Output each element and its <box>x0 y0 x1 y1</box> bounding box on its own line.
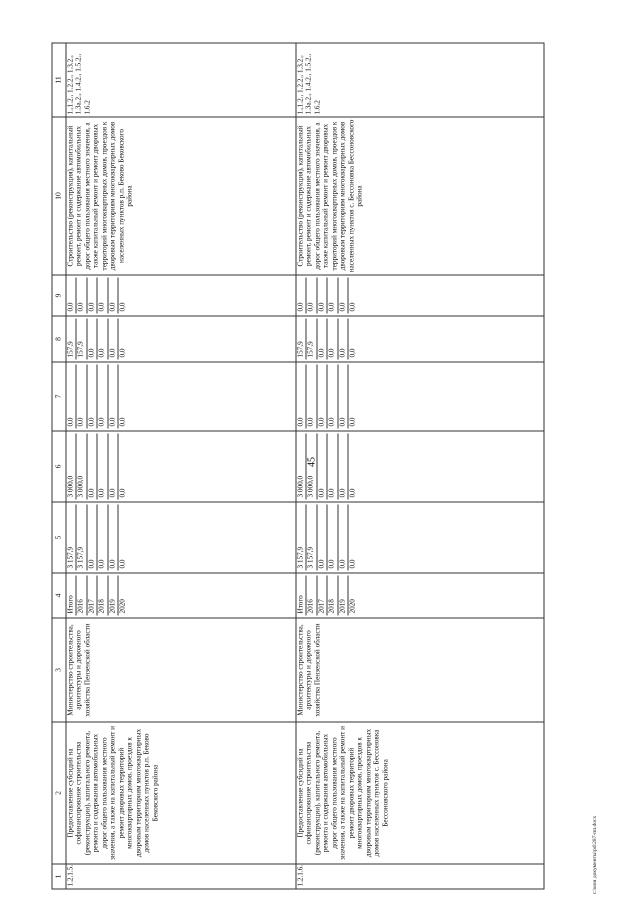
value-cell: 157,9 <box>76 319 86 360</box>
executor: Министерство строительства, архитектуры и дорожного хозяйства Пензенской области <box>66 618 296 722</box>
value-cell: 0,0 <box>86 505 96 571</box>
value-cell: 0,0 <box>117 488 126 498</box>
indicator-numbers: 1.,1.2., 1.2.2., 1.3.2., 1.3а.2., 1.4.2., 1.5.2., 1.6.2 <box>296 43 544 117</box>
value-cell: 0,0 <box>66 278 76 314</box>
file-path-footer: c:\мои документы\pd\287-пп.docx <box>592 815 598 895</box>
years-list <box>66 576 127 616</box>
value-cell: 0,0 <box>97 505 107 571</box>
value-cell: 0,0 <box>327 365 337 429</box>
header-cell: 7 <box>52 362 66 431</box>
value-cell: 0,0 <box>86 319 96 360</box>
value-cell: 0,0 <box>337 319 347 360</box>
value-cell: 3 157,9 <box>66 505 76 571</box>
value-cell: 0,0 <box>316 505 326 571</box>
value-cell: 157,9 <box>66 319 76 360</box>
value-cell: 0,0 <box>117 559 126 569</box>
total-funding-values <box>66 505 127 571</box>
value-cell: 0,0 <box>327 434 337 500</box>
value-cell: 0,0 <box>327 319 337 360</box>
value-cell: 3 157,9 <box>296 505 306 571</box>
value-cell: 0,0 <box>306 365 316 429</box>
value-cell: 0,0 <box>347 417 356 427</box>
value-cell: 0,0 <box>347 559 356 569</box>
value-cell: 0,0 <box>97 365 107 429</box>
measure-description: Предоставление субсидий на софинансирование строительства (реконструкции), капитального ремонта, ремонта и содержания автомобильных дорог общего пользования местного значения, а также на капитальный ремонт и ремонт дворовых территорий многоквартирных домов, проездов к дворовым территориям многоквартирных домов населенных пунктов р.п. Беково Бековского района <box>66 722 296 864</box>
row-number: 1.2.1.6. <box>296 864 544 889</box>
value-cell: 0,0 <box>86 365 96 429</box>
value-cell: 3 000,0 <box>76 434 86 500</box>
column-number-header-row <box>52 43 66 889</box>
value-cell: 0,0 <box>306 278 316 314</box>
program-measures-table <box>51 43 544 890</box>
value-cell: 0,0 <box>97 434 107 500</box>
year-cell: 2019 <box>107 576 117 616</box>
value-cell: 0,0 <box>66 365 76 429</box>
header-cell: 5 <box>52 502 66 573</box>
year-cell: Итого <box>296 576 306 616</box>
table-row <box>66 43 296 889</box>
year-cell: 2018 <box>327 576 337 616</box>
value-cell: 0,0 <box>337 278 347 314</box>
value-cell: 0,0 <box>107 278 117 314</box>
value-cell: 3 157,9 <box>76 505 86 571</box>
other-funding-values <box>66 278 127 314</box>
value-cell: 0,0 <box>86 278 96 314</box>
value-cell: 0,0 <box>337 434 347 500</box>
header-cell: 3 <box>52 618 66 722</box>
value-cell: 0,0 <box>316 319 326 360</box>
value-cell: 0,0 <box>107 434 117 500</box>
year-cell: Итого <box>66 576 76 616</box>
year-cell: 2016 <box>306 576 316 616</box>
header-cell: 4 <box>52 573 66 618</box>
value-cell: 0,0 <box>347 302 356 312</box>
federal-funding-values <box>66 365 127 429</box>
year-cell: 2019 <box>337 576 347 616</box>
header-cell: 8 <box>52 316 66 362</box>
value-cell: 0,0 <box>296 365 306 429</box>
value-cell: 0,0 <box>76 365 86 429</box>
year-cell: 2016 <box>76 576 86 616</box>
measure-description: Предоставление субсидий на софинансирование строительства (реконструкции), капитального ремонта, ремонта и содержания автомобильных дорог общего пользования местного значения, а также на капитальный ремонт и ремонт дворовых территорий многоквартирных домов, проездов к дворовым территориям многоквартирных домов населенных пунктов с. Бессоновка Бессоновского района <box>296 722 544 864</box>
value-cell: 0,0 <box>76 278 86 314</box>
expected-result: Строительство (реконструкция), капитальный ремонт, ремонт и содержание автомобильных дорог общего пользования местного значения, а также капитальный ремонт и ремонт дворовых территорий многоквартирных домов, проездов к дворовым территориям многоквартирных домов населенных пунктов р.п. Беково Бековского района <box>66 117 296 275</box>
year-cell: 2018 <box>97 576 107 616</box>
regional-funding-values <box>66 434 127 500</box>
value-cell: 0,0 <box>316 278 326 314</box>
value-cell: 0,0 <box>337 365 347 429</box>
header-cell: 11 <box>52 43 66 117</box>
header-cell: 1 <box>52 864 66 889</box>
value-cell: 0,0 <box>117 417 126 427</box>
value-cell: 0,0 <box>97 278 107 314</box>
year-cell: 2020 <box>347 599 356 614</box>
table-row <box>296 43 544 889</box>
value-cell: 0,0 <box>316 434 326 500</box>
value-cell: 0,0 <box>337 505 347 571</box>
rotated-table-sheet <box>51 44 606 890</box>
header-cell: 2 <box>52 722 66 864</box>
value-cell: 157,9 <box>306 319 316 360</box>
header-cell: 9 <box>52 275 66 316</box>
local-funding-values <box>66 319 127 360</box>
value-cell: 0,0 <box>316 365 326 429</box>
value-cell: 0,0 <box>296 278 306 314</box>
indicator-numbers: 1.,1.2., 1.2.2., 1.3.2., 1.3а.2., 1.4.2., 1.5.2., 1.6.2 <box>66 43 296 117</box>
value-cell: 3 000,0 <box>66 434 76 500</box>
page-number: 45 <box>306 457 318 467</box>
value-cell: 0,0 <box>347 348 356 358</box>
header-cell: 10 <box>52 117 66 275</box>
expected-result: Строительство (реконструкция), капитальный ремонт, ремонт и содержание автомобильных дорог общего пользования местного значения, а также капитальный ремонт и ремонт дворовых территорий многоквартирных домов, проездов к дворовым территориям многоквартирных домов населенных пунктов с. Бессоновка Бессоновского района <box>296 117 544 275</box>
value-cell: 0,0 <box>107 365 117 429</box>
year-cell: 2020 <box>117 599 126 614</box>
value-cell: 0,0 <box>86 434 96 500</box>
value-cell: 3 000,0 <box>306 434 316 500</box>
header-cell: 6 <box>52 431 66 502</box>
value-cell: 0,0 <box>327 505 337 571</box>
year-cell: 2017 <box>316 576 326 616</box>
row-number: 1.2.1.5. <box>66 864 296 889</box>
executor: Министерство строительства, архитектуры и дорожного хозяйства Пензенской области <box>296 618 544 722</box>
value-cell: 0,0 <box>117 348 126 358</box>
other-funding-values <box>296 278 357 314</box>
value-cell: 3 157,9 <box>306 505 316 571</box>
value-cell: 0,0 <box>327 278 337 314</box>
local-funding-values <box>296 319 357 360</box>
value-cell: 0,0 <box>97 319 107 360</box>
value-cell: 0,0 <box>107 505 117 571</box>
value-cell: 0,0 <box>347 488 356 498</box>
regional-funding-values <box>296 434 357 500</box>
value-cell: 0,0 <box>117 302 126 312</box>
total-funding-values <box>296 505 357 571</box>
years-list <box>296 576 357 616</box>
federal-funding-values <box>296 365 357 429</box>
value-cell: 157,9 <box>296 319 306 360</box>
value-cell: 0,0 <box>107 319 117 360</box>
year-cell: 2017 <box>86 576 96 616</box>
value-cell: 3 000,0 <box>296 434 306 500</box>
